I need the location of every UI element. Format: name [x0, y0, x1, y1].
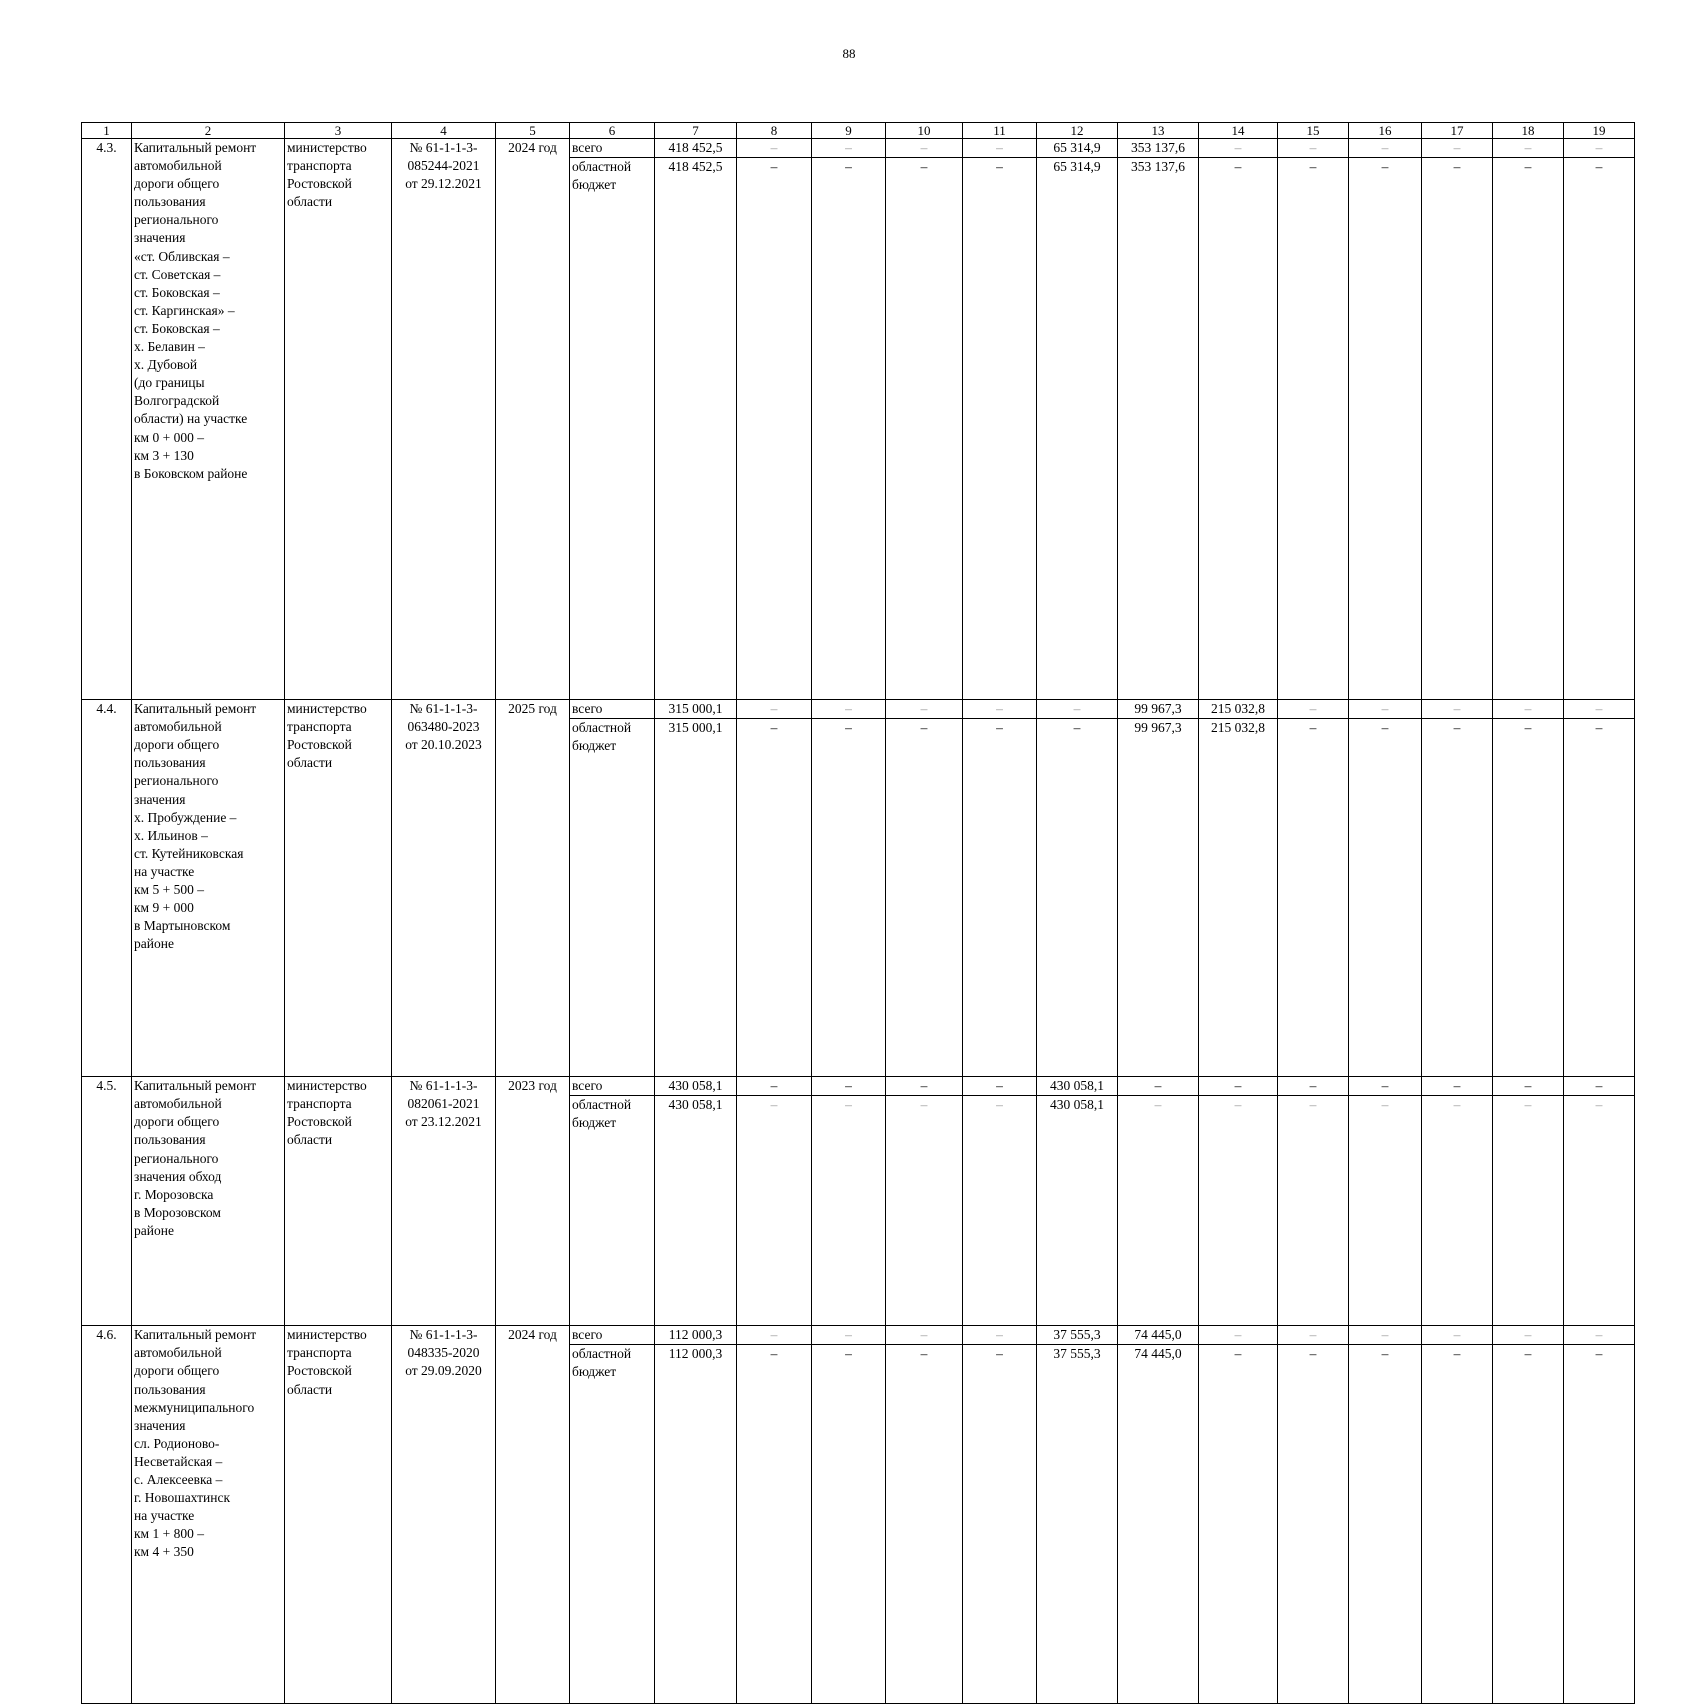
- funding-source: областной бюджет: [570, 1096, 655, 1326]
- amount-cell: 112 000,3: [655, 1326, 737, 1345]
- amount-cell: –: [963, 158, 1037, 700]
- amount-cell: –: [1564, 1326, 1635, 1345]
- header-cell: 15: [1278, 123, 1349, 139]
- amount-cell: –: [1278, 1326, 1349, 1345]
- amount-cell: –: [1493, 139, 1564, 158]
- amount-cell: –: [963, 139, 1037, 158]
- header-cell: 12: [1037, 123, 1118, 139]
- completion-year: 2024 год: [496, 139, 570, 700]
- amount-cell: –: [886, 719, 963, 1077]
- amount-cell: –: [1199, 1345, 1278, 1704]
- expertise-code: № 61-1-1-3- 085244-2021 от 29.12.2021: [392, 139, 496, 700]
- header-cell: 6: [570, 123, 655, 139]
- amount-cell: –: [1422, 700, 1493, 719]
- amount-cell: –: [1422, 139, 1493, 158]
- amount-cell: –: [812, 700, 886, 719]
- amount-cell: –: [1493, 158, 1564, 700]
- amount-cell: –: [1278, 700, 1349, 719]
- amount-cell: –: [1493, 1096, 1564, 1326]
- completion-year: 2024 год: [496, 1326, 570, 1704]
- amount-cell: –: [1493, 1077, 1564, 1096]
- amount-cell: –: [1564, 139, 1635, 158]
- amount-cell: 353 137,6: [1118, 139, 1199, 158]
- expertise-code: № 61-1-1-3- 082061-2021 от 23.12.2021: [392, 1077, 496, 1326]
- amount-cell: –: [812, 1326, 886, 1345]
- amount-cell: –: [1118, 1077, 1199, 1096]
- amount-cell: –: [963, 719, 1037, 1077]
- amount-cell: –: [1493, 1326, 1564, 1345]
- amount-cell: –: [1349, 719, 1422, 1077]
- amount-cell: –: [737, 158, 812, 700]
- responsible-org: министерство транспорта Ростовской области: [285, 139, 392, 700]
- amount-cell: 430 058,1: [655, 1077, 737, 1096]
- amount-cell: –: [1349, 158, 1422, 700]
- amount-cell: –: [1278, 1096, 1349, 1326]
- amount-cell: –: [886, 158, 963, 700]
- amount-cell: –: [963, 700, 1037, 719]
- amount-cell: –: [1564, 1345, 1635, 1704]
- amount-cell: –: [1422, 1345, 1493, 1704]
- amount-cell: –: [1422, 1096, 1493, 1326]
- amount-cell: –: [1564, 1077, 1635, 1096]
- amount-cell: –: [1349, 1077, 1422, 1096]
- responsible-org: министерство транспорта Ростовской области: [285, 1326, 392, 1704]
- amount-cell: 65 314,9: [1037, 139, 1118, 158]
- amount-cell: 418 452,5: [655, 158, 737, 700]
- amount-cell: –: [963, 1077, 1037, 1096]
- header-cell: 11: [963, 123, 1037, 139]
- completion-year: 2025 год: [496, 700, 570, 1077]
- project-row-total: [82, 1077, 1635, 1096]
- amount-cell: –: [1422, 1326, 1493, 1345]
- amount-cell: –: [886, 1326, 963, 1345]
- project-number: 4.3.: [82, 139, 132, 700]
- header-cell: 9: [812, 123, 886, 139]
- funding-source: всего: [570, 1077, 655, 1096]
- amount-cell: –: [1493, 719, 1564, 1077]
- project-number: 4.5.: [82, 1077, 132, 1326]
- amount-cell: –: [1493, 1345, 1564, 1704]
- amount-cell: –: [1349, 1326, 1422, 1345]
- funding-source: областной бюджет: [570, 158, 655, 700]
- header-cell: 13: [1118, 123, 1199, 139]
- responsible-org: министерство транспорта Ростовской области: [285, 700, 392, 1077]
- header-cell: 17: [1422, 123, 1493, 139]
- project-number: 4.4.: [82, 700, 132, 1077]
- amount-cell: 37 555,3: [1037, 1345, 1118, 1704]
- header-cell: 18: [1493, 123, 1564, 139]
- header-cell: 16: [1349, 123, 1422, 139]
- amount-cell: 430 058,1: [655, 1096, 737, 1326]
- amount-cell: –: [1349, 700, 1422, 719]
- project-name: Капитальный ремонт автомобильной дороги общего пользования межмуниципального значения сл. Родионово- Несветайская – с. Алексеевка – г. Новошахтинск на участке км 1 + 800 – км 4 + 350: [132, 1326, 285, 1704]
- amount-cell: 37 555,3: [1037, 1326, 1118, 1345]
- amount-cell: –: [1349, 1096, 1422, 1326]
- responsible-org: министерство транспорта Ростовской области: [285, 1077, 392, 1326]
- amount-cell: –: [1199, 158, 1278, 700]
- amount-cell: –: [886, 1077, 963, 1096]
- amount-cell: 99 967,3: [1118, 719, 1199, 1077]
- funding-source: всего: [570, 1326, 655, 1345]
- amount-cell: –: [1564, 700, 1635, 719]
- amount-cell: 65 314,9: [1037, 158, 1118, 700]
- expertise-code: № 61-1-1-3- 048335-2020 от 29.09.2020: [392, 1326, 496, 1704]
- funding-source: всего: [570, 139, 655, 158]
- amount-cell: –: [812, 1077, 886, 1096]
- amount-cell: –: [1349, 1345, 1422, 1704]
- header-row: [82, 123, 1635, 139]
- amount-cell: –: [1564, 158, 1635, 700]
- amount-cell: –: [1349, 139, 1422, 158]
- project-row-total: [82, 139, 1635, 158]
- header-cell: 1: [82, 123, 132, 139]
- amount-cell: –: [1564, 1096, 1635, 1326]
- header-cell: 3: [285, 123, 392, 139]
- amount-cell: 353 137,6: [1118, 158, 1199, 700]
- amount-cell: –: [1422, 719, 1493, 1077]
- amount-cell: –: [1199, 1077, 1278, 1096]
- header-cell: 5: [496, 123, 570, 139]
- amount-cell: –: [737, 700, 812, 719]
- funding-source: областной бюджет: [570, 1345, 655, 1704]
- project-name: Капитальный ремонт автомобильной дороги общего пользования регионального значения х. Пробуждение – х. Ильинов – ст. Кутейниковская на участке км 5 + 500 – км 9 + 000 в Мартыновском районе: [132, 700, 285, 1077]
- amount-cell: –: [1037, 700, 1118, 719]
- amount-cell: –: [812, 1096, 886, 1326]
- header-cell: 4: [392, 123, 496, 139]
- amount-cell: –: [963, 1096, 1037, 1326]
- amount-cell: –: [1199, 1326, 1278, 1345]
- amount-cell: –: [1278, 139, 1349, 158]
- amount-cell: 112 000,3: [655, 1345, 737, 1704]
- header-cell: 7: [655, 123, 737, 139]
- amount-cell: 215 032,8: [1199, 700, 1278, 719]
- amount-cell: –: [1278, 1345, 1349, 1704]
- header-cell: 14: [1199, 123, 1278, 139]
- amount-cell: –: [886, 139, 963, 158]
- amount-cell: –: [963, 1345, 1037, 1704]
- amount-cell: –: [812, 1345, 886, 1704]
- amount-cell: –: [1037, 719, 1118, 1077]
- header-cell: 19: [1564, 123, 1635, 139]
- expertise-code: № 61-1-1-3- 063480-2023 от 20.10.2023: [392, 700, 496, 1077]
- amount-cell: –: [1422, 158, 1493, 700]
- amount-cell: –: [886, 700, 963, 719]
- amount-cell: –: [737, 139, 812, 158]
- funding-source: всего: [570, 700, 655, 719]
- amount-cell: 74 445,0: [1118, 1345, 1199, 1704]
- project-name: Капитальный ремонт автомобильной дороги общего пользования регионального значения обход г. Морозовска в Морозовском районе: [132, 1077, 285, 1326]
- page-number: 88: [842, 46, 856, 61]
- amount-cell: –: [737, 1096, 812, 1326]
- completion-year: 2023 год: [496, 1077, 570, 1326]
- amount-cell: 74 445,0: [1118, 1326, 1199, 1345]
- amount-cell: –: [1199, 1096, 1278, 1326]
- project-name: Капитальный ремонт автомобильной дороги общего пользования регионального значения «ст. Обливская – ст. Советская – ст. Боковская – ст. Каргинская» – ст. Боковская – х. Белавин – х. Дубовой (до границы Волгоградской области) на участке км 0 + 000 – км 3 + 130 в Боковском районе: [132, 139, 285, 700]
- amount-cell: 99 967,3: [1118, 700, 1199, 719]
- amount-cell: 430 058,1: [1037, 1077, 1118, 1096]
- amount-cell: –: [1422, 1077, 1493, 1096]
- amount-cell: –: [1493, 700, 1564, 719]
- amount-cell: –: [1278, 158, 1349, 700]
- amount-cell: –: [1199, 139, 1278, 158]
- amount-cell: –: [1278, 1077, 1349, 1096]
- amount-cell: 315 000,1: [655, 700, 737, 719]
- amount-cell: –: [1564, 719, 1635, 1077]
- amount-cell: –: [737, 1345, 812, 1704]
- amount-cell: –: [812, 719, 886, 1077]
- amount-cell: –: [963, 1326, 1037, 1345]
- amount-cell: –: [812, 158, 886, 700]
- amount-cell: 430 058,1: [1037, 1096, 1118, 1326]
- amount-cell: –: [1278, 719, 1349, 1077]
- funding-source: областной бюджет: [570, 719, 655, 1077]
- amount-cell: –: [886, 1345, 963, 1704]
- amount-cell: –: [737, 1326, 812, 1345]
- project-row-total: [82, 1326, 1635, 1345]
- amount-cell: –: [1118, 1096, 1199, 1326]
- header-cell: 8: [737, 123, 812, 139]
- header-cell: 10: [886, 123, 963, 139]
- budget-table: [81, 122, 1635, 1704]
- project-row-total: [82, 700, 1635, 719]
- amount-cell: –: [812, 139, 886, 158]
- amount-cell: 215 032,8: [1199, 719, 1278, 1077]
- amount-cell: –: [737, 1077, 812, 1096]
- amount-cell: 315 000,1: [655, 719, 737, 1077]
- amount-cell: 418 452,5: [655, 139, 737, 158]
- header-cell: 2: [132, 123, 285, 139]
- project-number: 4.6.: [82, 1326, 132, 1704]
- amount-cell: –: [737, 719, 812, 1077]
- amount-cell: –: [886, 1096, 963, 1326]
